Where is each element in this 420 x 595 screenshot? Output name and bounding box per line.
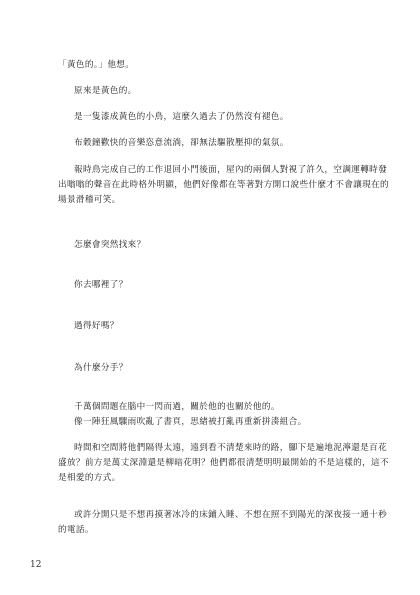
paragraph-yellow-bird: 是一隻漆成黃色的小鳥，這麼久過去了仍然沒有褪色。 xyxy=(74,112,289,122)
paragraph-question-sudden: 怎麼會突然找來？ xyxy=(74,240,146,250)
paragraph-thousand-questions: 千萬個問題在腦中一閃而過，關於他的也關於他的。 像一陣狂風驟雨吹亂了書頁，思緒被打亂再重新拼湊組合。 xyxy=(74,402,307,427)
page-number: 12 xyxy=(30,560,42,570)
paragraph-question-where: 你去哪裡了？ xyxy=(74,280,128,290)
paragraph-bird-returns: 報時鳥完成自己的工作退回小門後面，屋內的兩個人對視了許久，空調運轉時發出嗡嗡的聲音在此時格外明顯，他們好像都在等著對方開口說些什麼才不會讓現在的場景滑稽可笑。 xyxy=(58,165,389,205)
paragraph-question-breakup: 為什麼分手？ xyxy=(74,363,128,373)
paragraph-question-well: 過得好嗎？ xyxy=(74,321,119,331)
paragraph-perhaps-separation: 或許分開只是不想再摸著冰冷的床鋪入睡、不想在照不到陽光的深夜接一通十秒的電話。 xyxy=(58,510,388,535)
paragraph-yellow-thought: 「黃色的。」他想。 xyxy=(58,60,135,70)
paragraph-time-and-space: 時間和空間將他們隔得太遠，遠到看不清楚來時的路，腳下是遍地泥濘還是百花盛放？前方是萬丈深淵還是柳暗花明？他們都很清楚明明最開始的不是這樣的，這不是相愛的方式。 xyxy=(58,443,389,483)
paragraph-cuckoo-clock: 布穀鐘歡快的音樂恣意流淌，卻無法驅散壓抑的氣氛。 xyxy=(74,138,289,148)
paragraph-originally-yellow: 原來是黃色的。 xyxy=(74,86,137,96)
